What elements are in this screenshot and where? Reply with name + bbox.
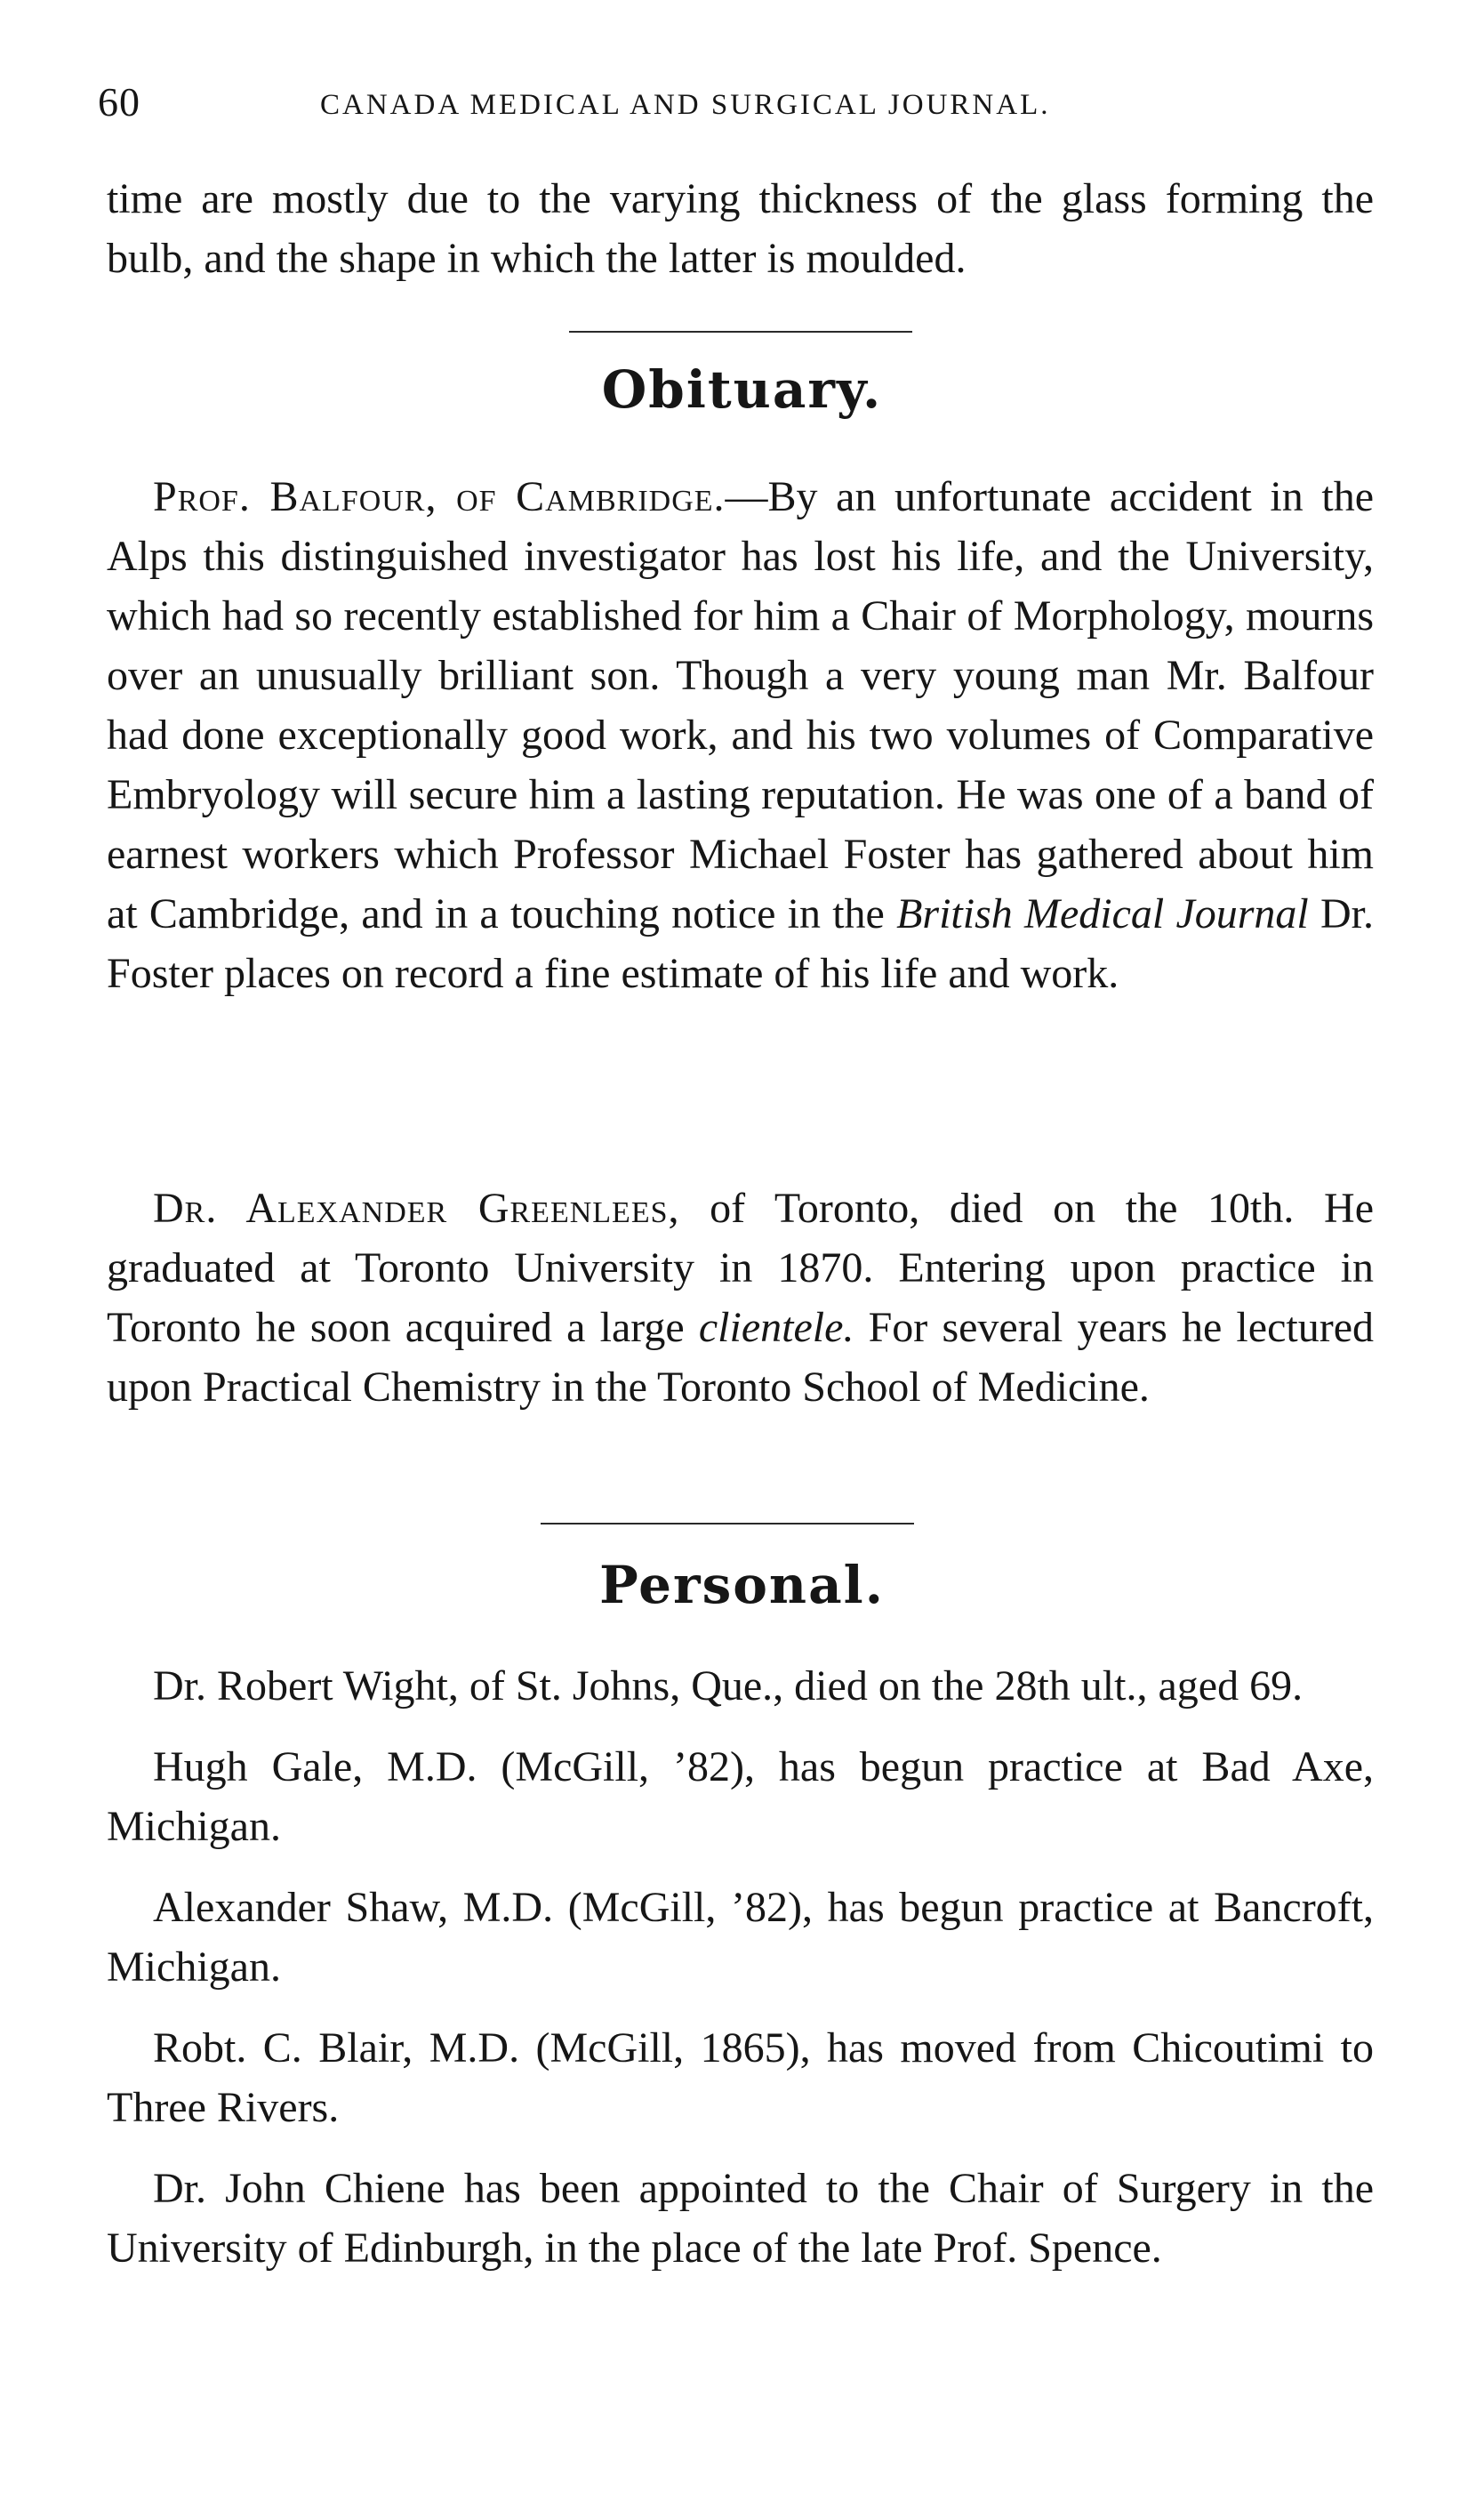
obituary-text: —By an unfortunate accident in the Alps this distinguished investigator has lost his life, and the University, which had so recently established for him a Chair of Morphology, mourns over an unusually brilliant son. Though a very young man Mr. Balfour had done exceptionally good work, and his two volumes of Comparative Embryology will secure him a lasting reputation. He was one of a band of earnest workers which Professor Michael Foster has gathered about him at Cambridge, and in a touching notice in the (107, 473, 1374, 937)
obituary-heading: Obituary. (601, 359, 883, 420)
page-number: 60 (98, 79, 140, 125)
journal-title: British Medical Journal (896, 890, 1309, 937)
obituary-text-end: Dr. Foster places on record a fine estimate of his life and work. (107, 890, 1374, 997)
running-title: CANADA MEDICAL AND SURGICAL JOURNAL. (320, 89, 1051, 121)
obituary-paragraph (107, 467, 1374, 1003)
intro-text: time are mostly due to the varying thickness of the glass forming the bulb, and the shape in which the latter is moulded. (107, 175, 1374, 282)
obituary-text: of Toronto, died on the 10th. He graduated at Toronto University in 1870. Entering upon practice in Toronto he soon acquired a large (107, 1185, 1375, 1351)
obituary-paragraph (107, 1179, 1374, 1417)
obituary-entry-balfour (107, 467, 1374, 1003)
personal-item: Dr. John Chiene has been appointed to the Chair of Surgery in the University of Edinburgh, in the place of the late Prof. Spence. (107, 2165, 1374, 2272)
obituary-name: Prof. Balfour, of Cambridge. (153, 473, 726, 520)
intro-paragraph (107, 169, 1374, 288)
personal-item: Alexander Shaw, M.D. (McGill, ’82), has begun practice at Bancroft, Michigan. (107, 1884, 1374, 1991)
obituary-entry-greenlees (107, 1179, 1374, 1417)
personal-item: Dr. Robert Wight, of St. Johns, Que., died on the 28th ult., aged 69. (153, 1662, 1304, 1710)
obituary-text-end: For several years he lectured upon Practical Chemistry in the Toronto School of Medicine. (107, 1304, 1375, 1411)
section-divider (569, 331, 912, 333)
personal-heading: Personal. (599, 1555, 885, 1615)
section-divider (541, 1523, 914, 1525)
italic-word: clientele. (698, 1304, 854, 1351)
personal-list (107, 1656, 1374, 2299)
personal-item: Robt. C. Blair, M.D. (McGill, 1865), has moved from Chicoutimi to Three Rivers. (107, 2024, 1374, 2131)
personal-item: Hugh Gale, M.D. (McGill, ’82), has begun practice at Bad Axe, Michigan. (107, 1743, 1374, 1850)
obituary-name: Dr. Alexander Greenlees, (153, 1185, 680, 1232)
page-header (98, 78, 1378, 132)
